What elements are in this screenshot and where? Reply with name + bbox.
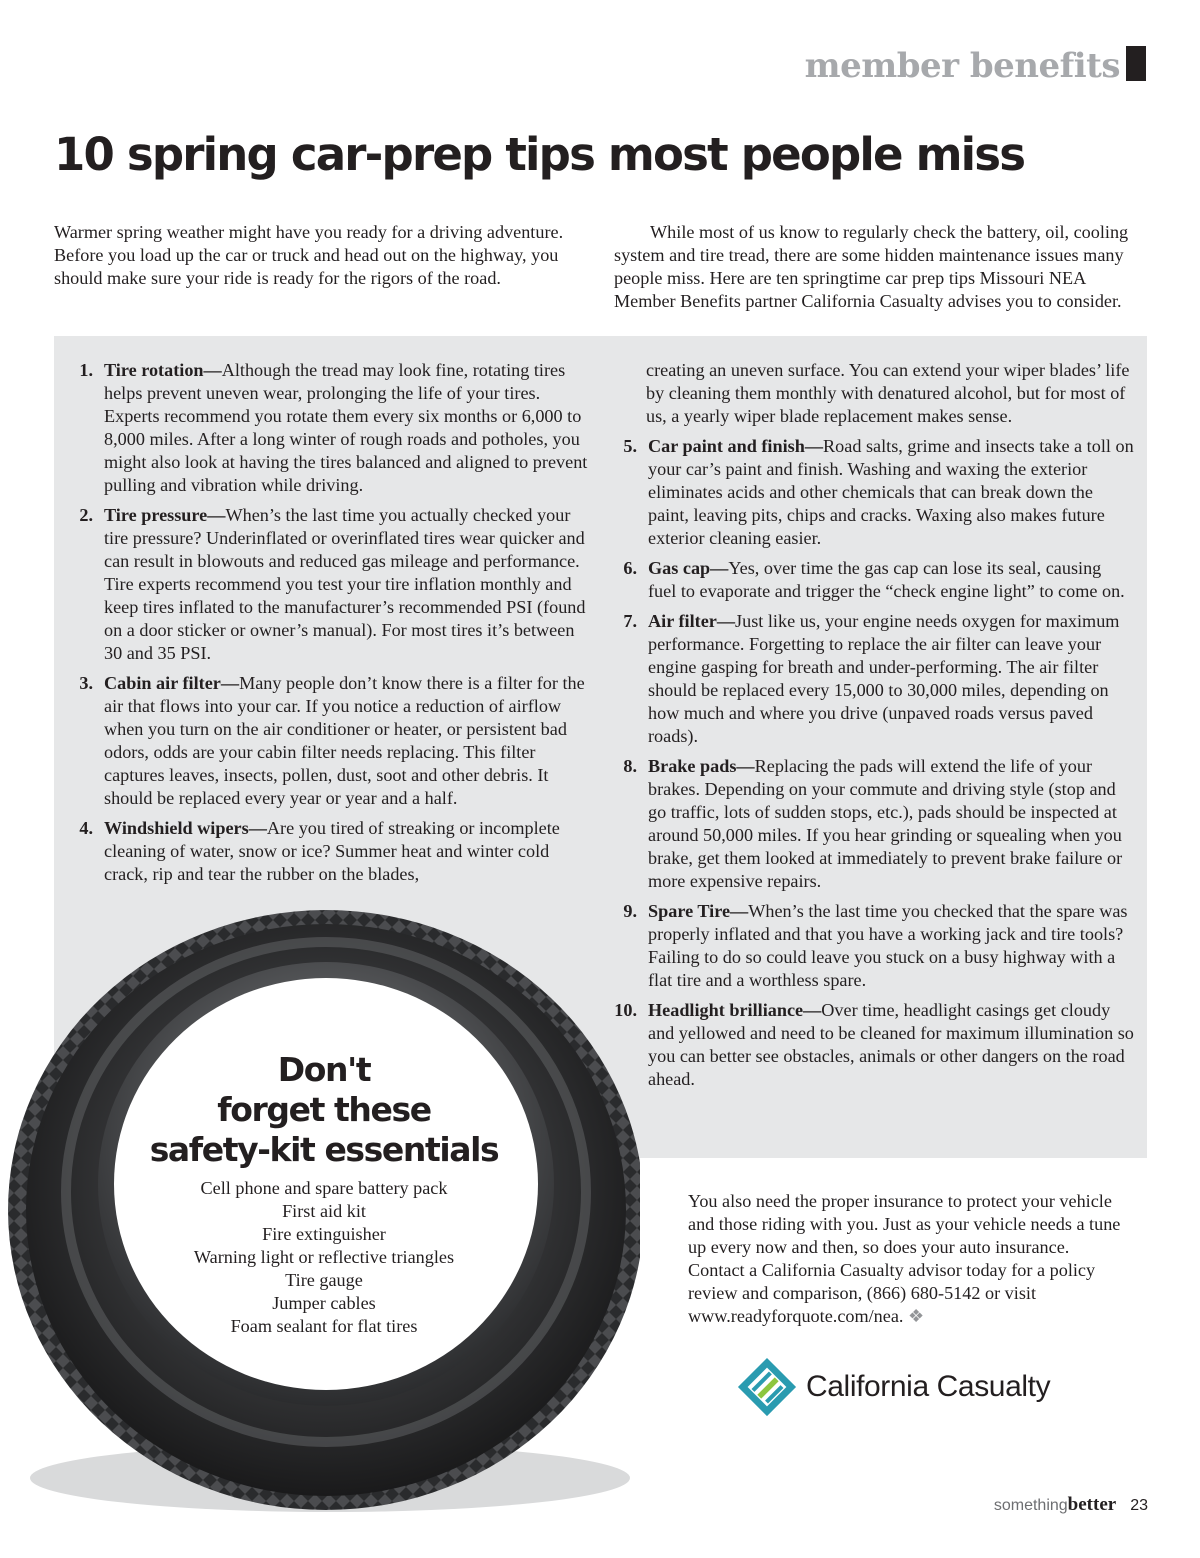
logo-text: California Casualty bbox=[806, 1370, 1051, 1403]
tip-text: When’s the last time you checked that the spare was properly inflated and that you have a working jack and tire tools? Failing to do so could leave you stuck on a busy highway with a flat tire and a worthless spare. bbox=[648, 901, 1128, 990]
tip-number: 1. bbox=[79, 360, 93, 380]
page-footer bbox=[994, 1494, 1148, 1516]
tip-item bbox=[604, 900, 1134, 992]
section-block bbox=[1126, 46, 1146, 81]
closing-text: You also need the proper insurance to protect your vehicle and those riding with you. Just as your vehicle needs a tune up every now and then, so does your auto insurance. Contact a California Casualty advisor today for a policy review and comparison, (866) 680-5142 or visit www.readyforquote.com/nea. bbox=[688, 1191, 1121, 1326]
page-number: 23 bbox=[1130, 1497, 1148, 1514]
safety-kit-item: Fire extinguisher bbox=[262, 1224, 386, 1244]
tip-item bbox=[60, 359, 590, 497]
tip-text: Although the tread may look fine, rotating tires helps prevent uneven wear, prolonging the life of your tires. Experts recommend you rotate them every six months or 6,000 to 8,000 miles. After a long winter of rough roads and potholes, you might also look at having the tires balanced and aligned to prevent pulling and vibration while driving. bbox=[104, 360, 588, 495]
tip-text: Replacing the pads will extend the life of your brakes. Depending on your commute and driving style (stop and go traffic, lots of sudden stops, etc.), pads should be inspected at around 50,000 miles. If you hear grinding or squealing when you brake, get them looked at immediately to prevent brake failure or more expensive repairs. bbox=[648, 756, 1123, 891]
tip-item bbox=[60, 672, 590, 810]
tips-list-left bbox=[60, 359, 590, 893]
closing-paragraph bbox=[688, 1190, 1128, 1328]
tips-list-right bbox=[604, 359, 1134, 1098]
tip-item bbox=[60, 504, 590, 665]
tip-text: Road salts, grime and insects take a toll on your car’s paint and finish. Washing and waxing the exterior eliminates acids and other chemicals that can break down the paint, leaving pits, chips and cracks. Waxing also makes future exterior cleaning easier. bbox=[648, 436, 1134, 548]
logo-mark-icon bbox=[736, 1356, 798, 1418]
tip-heading: Brake pads— bbox=[648, 756, 755, 776]
tip-item bbox=[604, 435, 1134, 550]
section-label: member benefits bbox=[804, 46, 1120, 86]
tip-heading: Car paint and finish— bbox=[648, 436, 824, 456]
tip-heading: Gas cap— bbox=[648, 558, 729, 578]
tip-item bbox=[604, 610, 1134, 748]
safety-kit-item: Tire gauge bbox=[285, 1270, 363, 1290]
tip-heading: Tire pressure— bbox=[104, 505, 226, 525]
safety-kit-item: Cell phone and spare battery pack bbox=[200, 1178, 448, 1198]
tip-number: 5. bbox=[623, 436, 637, 456]
tip-heading: Air filter— bbox=[648, 611, 736, 631]
tip-item bbox=[604, 755, 1134, 893]
intro-right: While most of us know to regularly check the battery, oil, cooling system and tire tread, there are some hidden maintenance issues many people miss. Here are ten springtime car prep tips Missouri NEA Member Benefits partner California Casualty advises you to consider. bbox=[614, 222, 1129, 311]
california-casualty-logo bbox=[736, 1356, 1066, 1426]
safety-kit-heading-line: Don't bbox=[277, 1050, 371, 1089]
tip-number: 6. bbox=[623, 558, 637, 578]
tip-number: 7. bbox=[623, 611, 637, 631]
tip-item bbox=[604, 999, 1134, 1091]
tip-text: Many people don’t know there is a filter for the air that flows into your car. If you notice a reduction of airflow when you turn on the air conditioner or heater, or persistent bad odors, odds are your cabin filter needs replacing. This filter captures leaves, insects, pollen, dust, soot and other debris. It should be replaced every year or year and a half. bbox=[104, 673, 585, 808]
safety-kit-item: First aid kit bbox=[282, 1201, 366, 1221]
tip-heading: Tire rotation— bbox=[104, 360, 222, 380]
safety-kit-item: Foam sealant for flat tires bbox=[230, 1316, 418, 1336]
intro-left: Warmer spring weather might have you ready for a driving adventure. Before you load up the car or truck and head out on the highway, you should make sure your ride is ready for the rigors of the road. bbox=[54, 222, 564, 288]
footer-brand-bold: better bbox=[1067, 1494, 1117, 1515]
tip-heading: Spare Tire— bbox=[648, 901, 749, 921]
tip-text: Over time, headlight casings get cloudy and yellowed and need to be cleaned for maximum illumination so you can better see obstacles, animals or other dangers on the road ahead. bbox=[648, 1000, 1134, 1089]
safety-kit-item: Jumper cables bbox=[272, 1293, 376, 1313]
page-title: 10 spring car-prep tips most people miss bbox=[54, 128, 1025, 181]
tip-text: Yes, over time the gas cap can lose its seal, causing fuel to evaporate and trigger the “check engine light” to come on. bbox=[648, 558, 1125, 601]
tip-heading: Cabin air filter— bbox=[104, 673, 240, 693]
safety-kit-heading-line: forget these bbox=[217, 1090, 431, 1129]
safety-kit-item: Warning light or reflective triangles bbox=[193, 1247, 455, 1267]
safety-kit-heading bbox=[124, 1050, 524, 1170]
end-mark-icon: ❖ bbox=[908, 1306, 925, 1326]
tip-number: 3. bbox=[79, 673, 93, 693]
tip-text: Just like us, your engine needs oxygen for maximum performance. Forgetting to replace the air filter can leave your engine gasping for breath and under-performing. The air filter should be replaced every 15,000 to 30,000 miles, depending on how much and where you drive (unpaved roads versus paved roads). bbox=[648, 611, 1120, 746]
safety-kit-list bbox=[124, 1177, 524, 1338]
tip-heading: Headlight brilliance— bbox=[648, 1000, 822, 1020]
tip-item bbox=[604, 557, 1134, 603]
tip-number: 4. bbox=[79, 818, 93, 838]
tip-number: 8. bbox=[623, 756, 637, 776]
tip-heading: Windshield wipers— bbox=[104, 818, 267, 838]
footer-brand-light: something bbox=[993, 1497, 1068, 1514]
tip-item bbox=[60, 817, 590, 886]
tip-number: 9. bbox=[623, 901, 637, 921]
safety-kit-heading-line: safety-kit essentials bbox=[149, 1130, 499, 1169]
tip-number: 2. bbox=[79, 505, 93, 525]
tip-text: When’s the last time you actually checked your tire pressure? Underinflated or overinflated tires wear quicker and can result in blowouts and reduced gas mileage and performance. Tire experts recommend you test your tire inflation monthly and keep tires inflated to the manufacturer’s recommended PSI (found on a door sticker or owner’s manual). For most tires it’s between 30 and 35 PSI. bbox=[104, 505, 586, 663]
tip-number: 10. bbox=[614, 1000, 637, 1020]
tip-continuation: creating an uneven surface. You can extend your wiper blades’ life by cleaning them monthly with denatured alcohol, but for most of us, a yearly wiper blade replacement makes sense. bbox=[646, 360, 1130, 426]
tip-text: Are you tired of streaking or incomplete cleaning of water, snow or ice? Summer heat and winter cold crack, rip and tear the rubber on the blades, bbox=[104, 818, 560, 884]
